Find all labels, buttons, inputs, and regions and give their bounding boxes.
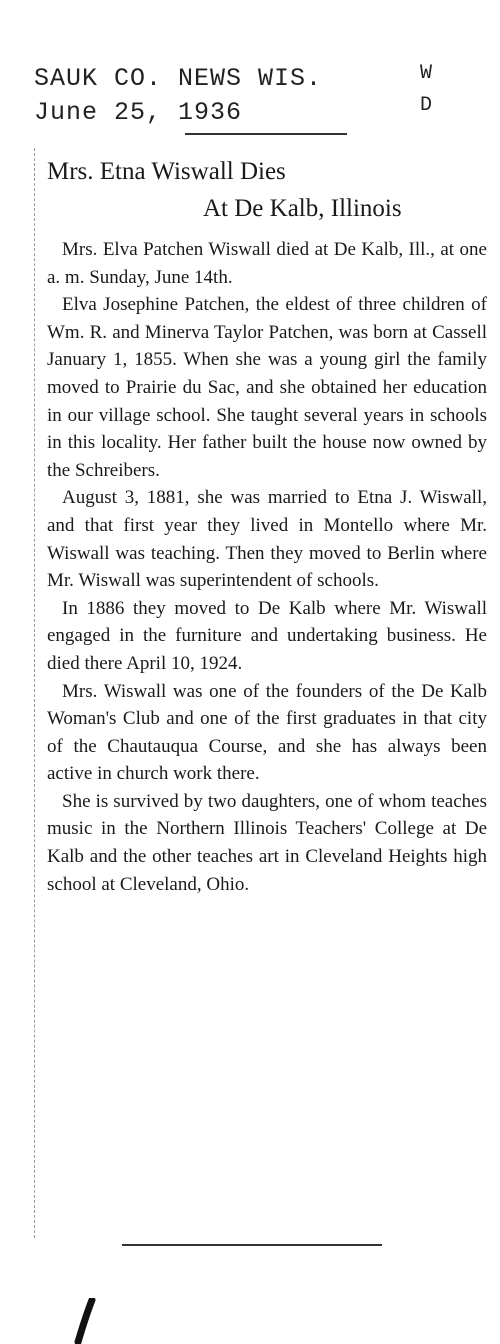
- article-body: [47, 236, 487, 898]
- initial-d: D: [420, 94, 434, 117]
- headline-line-1: Mrs. Etna Wiswall Dies: [47, 158, 286, 185]
- bottom-rule: [122, 1244, 382, 1246]
- article-paragraph: In 1886 they moved to De Kalb where Mr. Wiswall engaged in the furniture and undertaking business. He died there April 10, 1924.: [47, 597, 487, 674]
- article-paragraph: Elva Josephine Patchen, the eldest of three children of Wm. R. and Minerva Taylor Patchen, was born at Cassell January 1, 1855. When she was a young girl the family moved to Prairie du Sac, and she obtained her education in our village school. She taught several years in schools in this locality. Her father built the house now owned by the Schreibers.: [47, 294, 487, 481]
- article-paragraph: Mrs. Wiswall was one of the founders of the De Kalb Woman's Club and one of the first graduates in that city of the Chautauqua Course, and she has always been active in church work there.: [47, 680, 487, 785]
- headline-line-2: At De Kalb, Illinois: [203, 195, 402, 222]
- article-paragraph: Mrs. Elva Patchen Wiswall died at De Kalb, Ill., at one a. m. Sunday, June 14th.: [47, 239, 487, 288]
- initial-w: W: [420, 62, 434, 85]
- pen-mark: [64, 1298, 104, 1344]
- article-paragraph: She is survived by two daughters, one of whom teaches music in the Northern Illinois Teachers' College at De Kalb and the other teaches art in Cleveland Heights high school at Cleveland, Ohio.: [47, 790, 487, 895]
- article-paragraph: August 3, 1881, she was married to Etna J. Wiswall, and that first year they lived in Montello where Mr. Wiswall was teaching. Then they moved to Berlin where Mr. Wiswall was superintendent of schools.: [47, 487, 487, 592]
- clipping-edge: [34, 148, 35, 1238]
- source-line: SAUK CO. NEWS WIS.: [34, 64, 323, 93]
- date-line: June 25, 1936: [34, 98, 243, 127]
- top-rule: [185, 133, 347, 135]
